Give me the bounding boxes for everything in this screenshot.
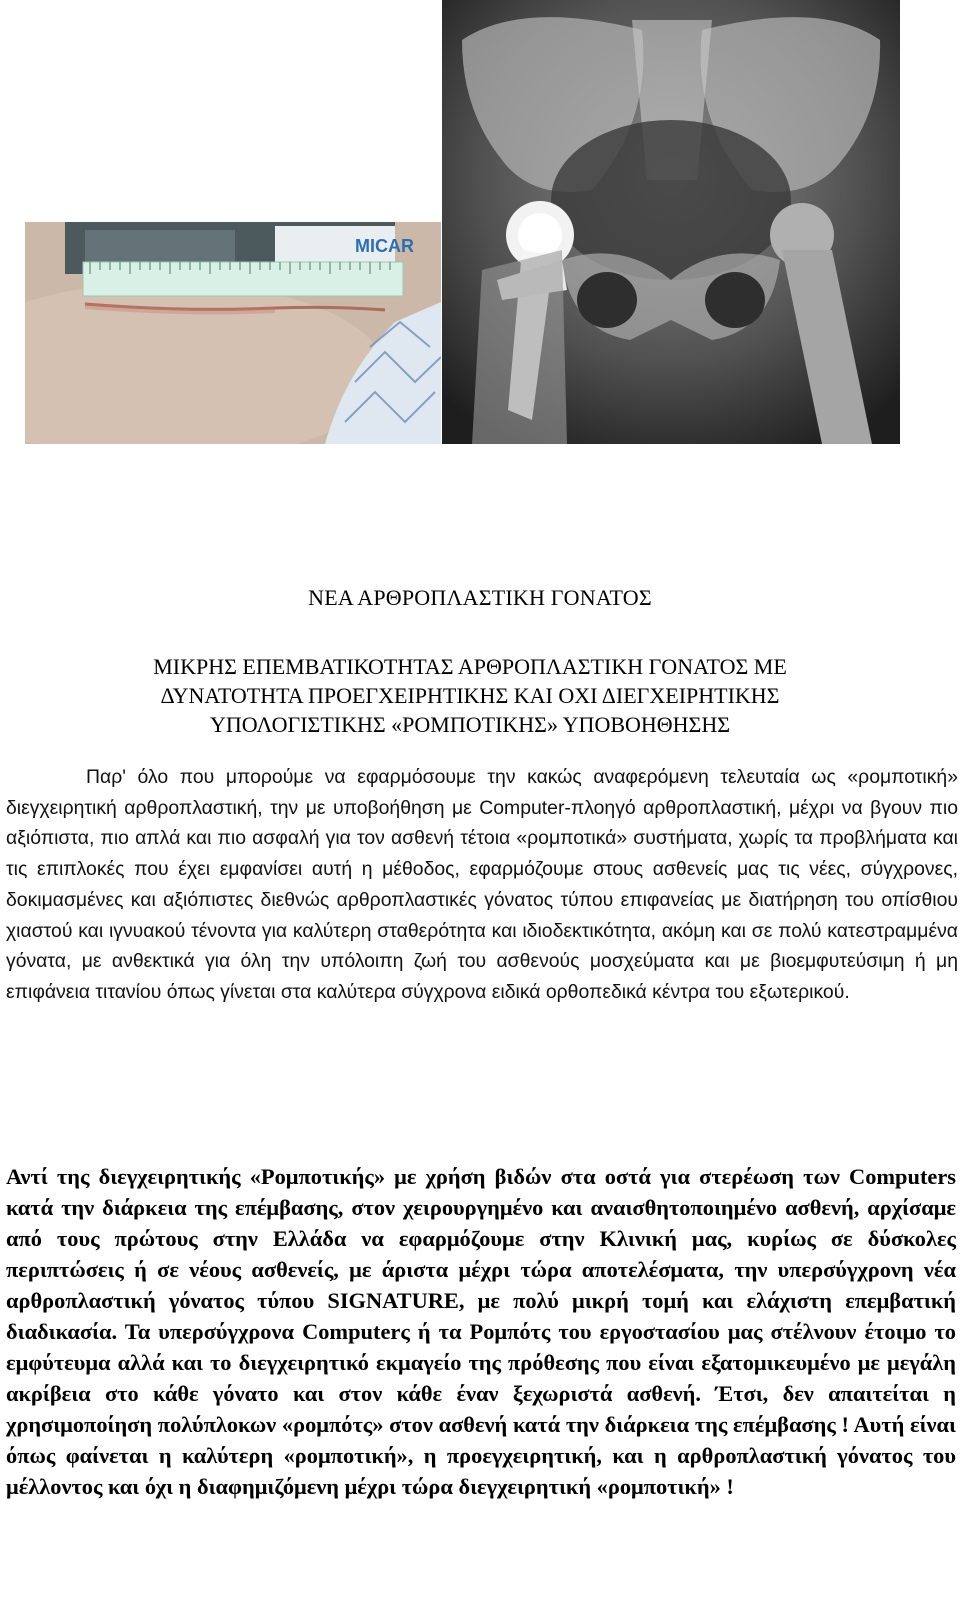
subtitle-line: ΥΠΟΛΟΓΙΣΤΙΚΗΣ «ΡΟΜΠΟΤΙΚΗΣ» ΥΠΟΒΟΗΘΗΣΗΣ bbox=[209, 712, 731, 737]
signature-paragraph: Αντί της διεγχειρητικής «Ρομποτικής» με χρήση βιδών στα οστά για στερέωση των Computers κατά την διάρκεια της επέμβασης, στον χειρουργημένο και αναισθητοποιημένο ασθενή, αρχίσαμε από τους πρώτους στην Ελλάδα να εφαρμόζουμε στην Κλινική μας, κυρίως σε δύσκολες περιπτώσεις ή σε νέους ασθενείς, με άριστα μέχρι τώρα αποτελέσματα, την υπερσύγχρονη νέα αρθροπλαστική γόνατος τύπου SIGNATURE, με πολύ μικρή τομή και ελάχιστη επεμβατική διαδικασία. Τα υπερσύγχρονα Computerς ή τα Ρομπότς του εργοστασίου μας στέλνουν έτοιμο το εμφύτευμα αλλά και το διεγχειρητικό εκμαγείο της πρόθεσης που είναι εξατομικευμένο με μεγάλη ακρίβεια στο κάθε γόνατο και στον κάθε έναν ξεχωριστά ασθενή. Έτσι, δεν απαιτείται η χρησιμοποίηση πολύπλοκων «ρομπότς» στον ασθενή κατά την διάρκεια της επέμβασης ! Αυτή είναι όπως φαίνεται η καλύτερη «ρομποτική», η προεγχειρητική, και η αρθροπλαστική γόνατος του μέλλοντος και όχι η διαφημιζόμενη μέχρι τώρα διεγχειρητική «ρομποτική» ! bbox=[6, 1164, 956, 1499]
article-subtitle bbox=[30, 652, 910, 739]
hip-xray-icon bbox=[442, 0, 900, 444]
hip-xray-photo bbox=[442, 0, 900, 444]
card-brand-text: MICAR bbox=[355, 236, 414, 256]
intro-paragraph-text: Παρ' όλο που μπορούμε να εφαρμόσουμε την κακώς αναφερόμενη τελευταία ως «ρομποτική» διεγχειρητική αρθροπλαστική, την με υποβοήθηση με Computer-πλοηγό αρθροπλαστική, μέχρι να βγουν πιο αξιόπιστα, πιο απλά και πιο ασφαλή για τον ασθενή τέτοια «ρομποτικά» συστήματα, χωρίς τα προβλήματα και τις επιπλοκές που έχει εμφανίσει αυτή η μέθοδος, εφαρμόζουμε στους ασθενείς μας τις νέες, σύγχρονες, δοκιμασμένες και αξιόπιστες διεθνώς αρθροπλαστικές γόνατος τύπου επιφανείας με διατήρηση του οπίσθιου χιαστού και ιγνυακού τένοντα για καλύτερη σταθερότητα και ιδιοδεκτικότητα, ακόμη και σε πολύ κατεστραμμένα γόνατα, με ανθεκτικά για όλη την υπόλοιπη ζωή του ασθενούς μοσχεύματα και με βιοεμφυτεύσιμη ή μη επιφάνεια τιτανίου όπως γίνεται στα καλύτερα σύγχρονα ειδικά ορθοπεδικά κέντρα του εξωτερικού. bbox=[6, 766, 958, 1003]
article-title: ΝΕΑ ΑΡΘΡΟΠΛΑΣΤΙΚΗ ΓΟΝΑΤΟΣ bbox=[308, 585, 652, 610]
subtitle-line: ΜΙΚΡΗΣ ΕΠΕΜΒΑΤΙΚΟΤΗΤΑΣ ΑΡΘΡΟΠΛΑΣΤΙΚΗ ΓΟΝΑΤΟΣ ΜΕ bbox=[153, 654, 787, 679]
intro-paragraph bbox=[6, 762, 958, 1008]
incision-scar-photo bbox=[25, 222, 441, 444]
subtitle-line: ΔΥΝΑΤΟΤΗΤΑ ΠΡΟΕΓΧΕΙΡΗΤΙΚΗΣ ΚΑΙ ΟΧΙ ΔΙΕΓΧΕΙΡΗΤΙΚΗΣ bbox=[160, 683, 780, 708]
incision-scar-photo-icon bbox=[25, 222, 441, 444]
